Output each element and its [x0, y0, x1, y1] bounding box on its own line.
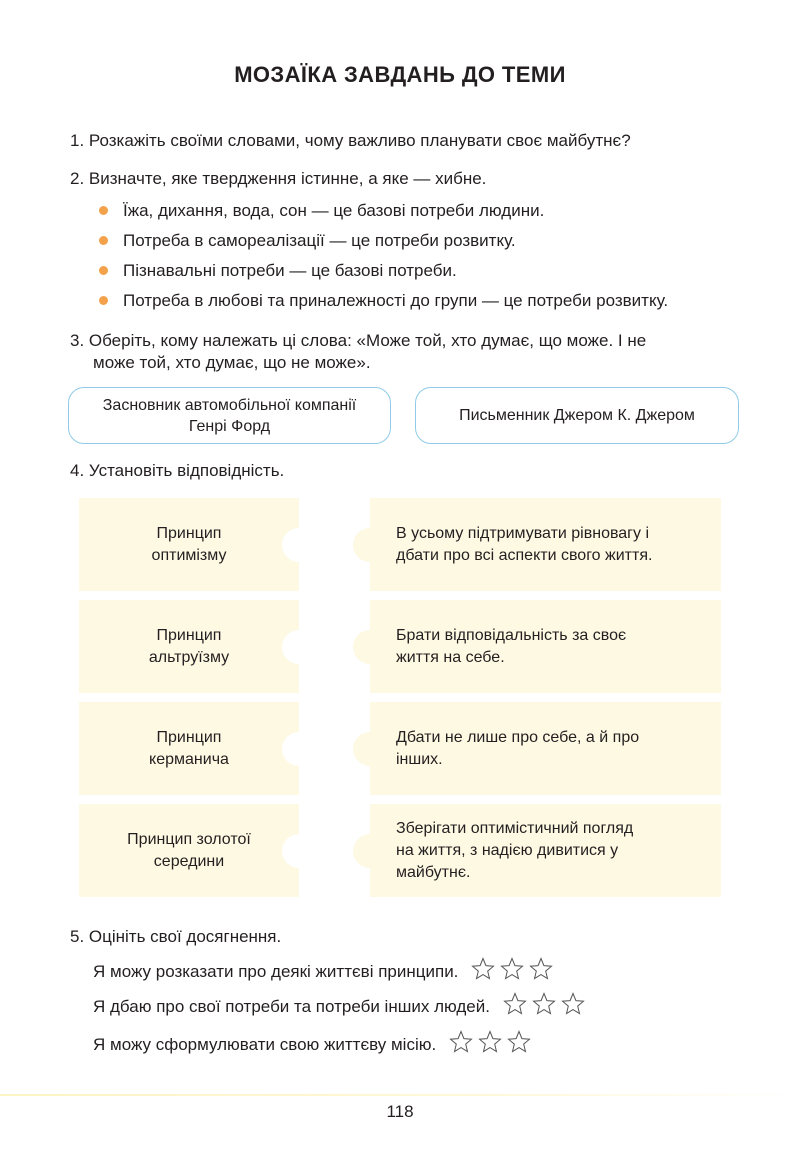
- principle-card-golden-mean[interactable]: [79, 804, 299, 897]
- outline-star-icon[interactable]: [503, 992, 527, 1016]
- self-assessment-statement: Я можу розказати про деякі життєві принципи.: [93, 962, 459, 981]
- bullet-icon: [99, 296, 108, 305]
- puzzle-notch: [282, 732, 316, 766]
- card-label: майбутнє.: [396, 863, 471, 881]
- bullet-icon: [99, 236, 108, 245]
- puzzle-notch: [282, 630, 316, 664]
- answer-option-henry-ford[interactable]: [68, 387, 391, 444]
- outline-star-icon[interactable]: [449, 1030, 473, 1054]
- card-label: оптимізму: [151, 546, 227, 564]
- card-label: керманича: [149, 750, 229, 768]
- puzzle-tab: [353, 630, 387, 664]
- self-assessment-statement: Я можу сформулювати свою життєву місію.: [93, 1035, 437, 1054]
- outline-star-icon[interactable]: [561, 992, 585, 1016]
- answer-option-jerome[interactable]: [415, 387, 739, 444]
- outline-star-icon[interactable]: [478, 1030, 502, 1054]
- card-label: на життя, з надією дивитися у: [396, 841, 619, 859]
- option-label: Генрі Форд: [188, 417, 271, 435]
- outline-star-icon[interactable]: [500, 957, 524, 981]
- bullet-icon: [99, 206, 108, 215]
- card-label: інших.: [396, 750, 443, 768]
- card-label: життя на себе.: [396, 648, 505, 666]
- puzzle-notch: [282, 528, 316, 562]
- card-label: Принцип золотої: [127, 830, 251, 848]
- outline-star-icon[interactable]: [471, 957, 495, 981]
- self-assessment-row-2: [93, 992, 590, 1022]
- self-assessment-row-3: [93, 1030, 536, 1060]
- question-3-line-2: може той, хто думає, що не може».: [93, 353, 371, 372]
- definition-card-optimistic-view[interactable]: [370, 804, 721, 897]
- puzzle-notch: [282, 834, 316, 868]
- statement-2: Потреба в самореалізації — це потреби розвитку.: [123, 231, 516, 250]
- definition-card-care-for-others[interactable]: [370, 702, 721, 795]
- option-label: Засновник автомобільної компанії: [102, 396, 357, 414]
- outline-star-icon[interactable]: [507, 1030, 531, 1054]
- self-assessment-statement: Я дбаю про свої потреби та потреби інших людей.: [93, 997, 490, 1016]
- question-1: 1. Розкажіть своїми словами, чому важливо планувати своє майбутнє?: [70, 131, 631, 150]
- card-label: В усьому підтримувати рівновагу і: [396, 524, 650, 542]
- star-rating: [471, 957, 558, 987]
- card-label: Зберігати оптимістичний погляд: [396, 819, 634, 837]
- outline-star-icon[interactable]: [529, 957, 553, 981]
- puzzle-tab: [353, 834, 387, 868]
- puzzle-tab: [353, 528, 387, 562]
- question-5: 5. Оцініть свої досягнення.: [70, 927, 282, 946]
- card-label: Принцип: [156, 524, 222, 542]
- page-number: 118: [386, 1102, 414, 1121]
- question-2: 2. Визначте, яке твердження істинне, а яке — хибне.: [70, 169, 487, 188]
- statement-1: Їжа, дихання, вода, сон — це базові потреби людини.: [123, 201, 545, 220]
- card-label: Принцип: [156, 626, 222, 644]
- puzzle-tab: [353, 732, 387, 766]
- question-4: 4. Установіть відповідність.: [70, 461, 285, 480]
- card-label: Дбати не лише про себе, а й про: [396, 728, 640, 746]
- bullet-icon: [99, 266, 108, 275]
- definition-card-responsibility[interactable]: [370, 600, 721, 693]
- self-assessment-row-1: [93, 957, 558, 987]
- card-label: Брати відповідальність за своє: [396, 626, 627, 644]
- principle-card-optimism[interactable]: [79, 498, 299, 591]
- question-3-line-1: 3. Оберіть, кому належать ці слова: «Може той, хто думає, що може. І не: [70, 331, 647, 350]
- star-rating: [503, 992, 590, 1022]
- footer-divider: [0, 1094, 800, 1096]
- star-rating: [449, 1030, 536, 1060]
- card-label: Принцип: [156, 728, 222, 746]
- card-label: альтруїзму: [148, 648, 230, 666]
- card-label: середини: [153, 852, 225, 870]
- definition-card-balance[interactable]: [370, 498, 721, 591]
- principle-card-altruism[interactable]: [79, 600, 299, 693]
- outline-star-icon[interactable]: [532, 992, 556, 1016]
- page-title: МОЗАЇКА ЗАВДАНЬ ДО ТЕМИ: [234, 62, 566, 87]
- statement-4: Потреба в любові та приналежності до групи — це потреби розвитку.: [123, 291, 669, 310]
- card-label: дбати про всі аспекти свого життя.: [396, 546, 653, 564]
- statement-3: Пізнавальні потреби — це базові потреби.: [123, 261, 457, 280]
- principle-card-leader[interactable]: [79, 702, 299, 795]
- option-label: Письменник Джером К. Джером: [459, 407, 695, 424]
